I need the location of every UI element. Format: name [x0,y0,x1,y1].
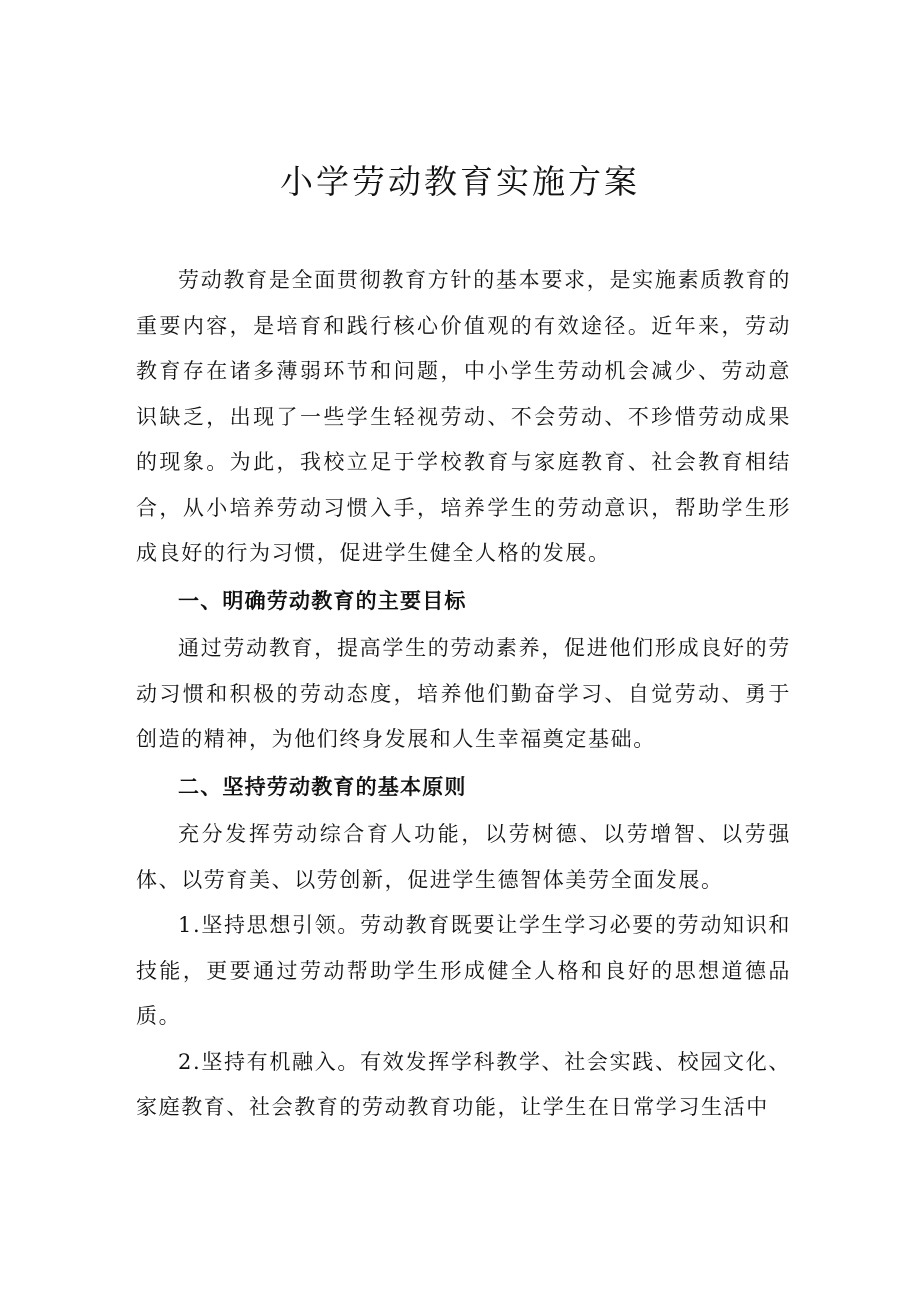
document-title: 小学劳动教育实施方案 [280,162,640,201]
section-heading-goals: 一、明确劳动教育的主要目标 [178,588,467,613]
principle-item-1: 1.坚持思想引领。劳动教育既要让学生学习必要的劳动知识和技能，更要通过劳动帮助学生形成健全人格和良好的思想道德品质。 [136,913,791,1028]
intro-paragraph: 劳动教育是全面贯彻教育方针的基本要求，是实施素质教育的重要内容，是培育和践行核心价值观的有效途径。近年来，劳动教育存在诸多薄弱环节和问题，中小学生劳动机会减少、劳动意识缺乏，出现了一些学生轻视劳动、不会劳动、不珍惜劳动成果的现象。为此，我校立足于学校教育与家庭教育、社会教育相结合，从小培养劳动习惯入手，培养学生的劳动意识，帮助学生形成良好的行为习惯，促进学生健全人格的发展。 [136,268,791,565]
principle-item-2: 2.坚持有机融入。有效发挥学科教学、社会实践、校园文化、家庭教育、社会教育的劳动教育功能，让学生在日常学习生活中 [136,1049,791,1119]
document-body [136,258,791,1131]
principles-paragraph: 充分发挥劳动综合育人功能，以劳树德、以劳增智、以劳强体、以劳育美、以劳创新，促进学生德智体美劳全面发展。 [136,822,791,892]
goals-paragraph: 通过劳动教育，提高学生的劳动素养，促进他们形成良好的劳动习惯和积极的劳动态度，培养他们勤奋学习、自觉劳动、勇于创造的精神，为他们终身发展和人生幸福奠定基础。 [136,636,791,751]
section-heading-principles: 二、坚持劳动教育的基本原则 [178,774,467,799]
